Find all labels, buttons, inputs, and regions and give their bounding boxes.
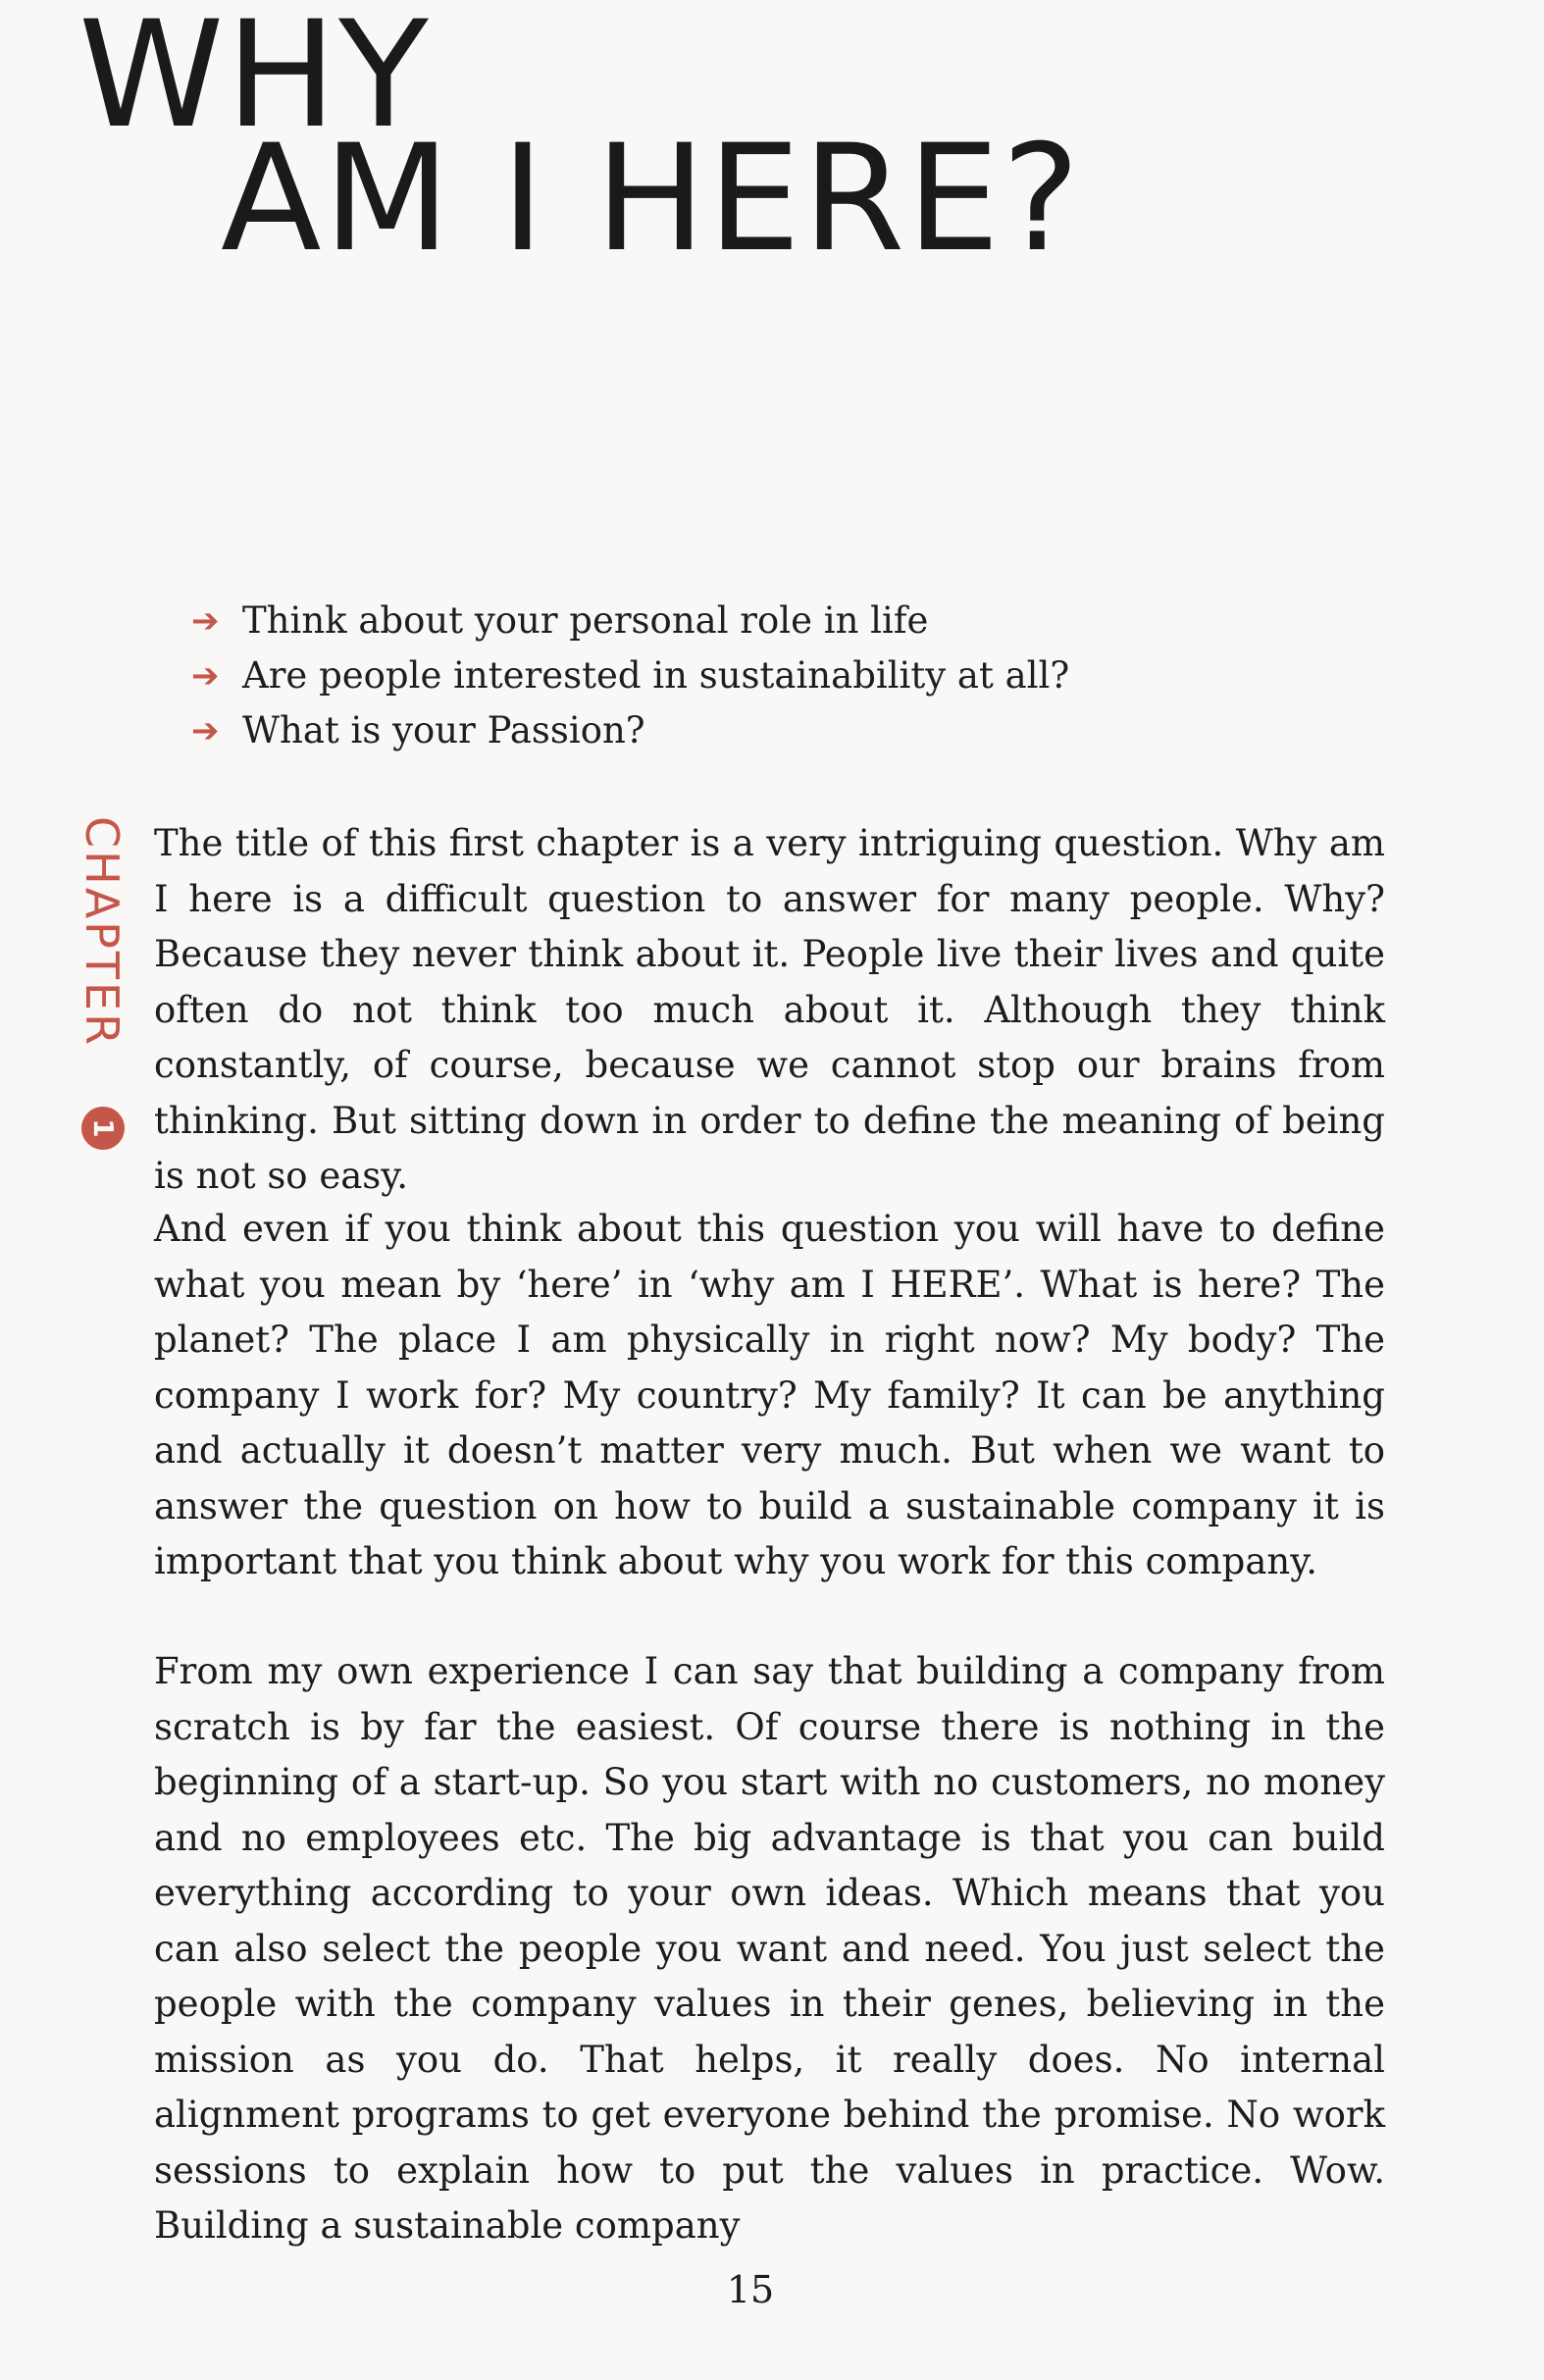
key-point-text: Think about your personal role in life: [242, 599, 929, 642]
body-paragraph: The title of this first chapter is a very intriguing question. Why am I here is a difficult question to answer for many people. Why? Because they never think about it. People live their lives and quite often do not think too much about it. Although they think constantly, of course, because we cannot stop our brains from thinking. But sitting down in order to define the meaning of being is not so easy.: [154, 822, 1385, 1197]
body-paragraph: From my own experience I can say that building a company from scratch is by far the easiest. Of course there is nothing in the beginning of a start-up. So you start with no customers, no money and no employees etc. The big advantage is that you can build everything according to your own ideas. Which means that you can also select the people you want and need. You just select the people with the company values in their genes, believing in the mission as you do. That helps, it really does. No internal alignment programs to get everyone behind the promise. No work sessions to explain how to put the values in practice. Wow. Building a sustainable company: [154, 1650, 1385, 2247]
arrow-right-icon: ➔: [191, 601, 220, 641]
chapter-label: CHAPTER: [76, 816, 129, 1049]
arrow-right-icon: ➔: [191, 711, 220, 750]
key-point-item: [191, 648, 1172, 703]
chapter-number-badge: 1: [81, 1107, 125, 1150]
chapter-title-line-1: WHY: [78, 0, 431, 161]
chapter-key-points: [191, 594, 1172, 758]
key-point-text: Are people interested in sustainability at all?: [242, 654, 1070, 697]
arrow-right-icon: ➔: [191, 656, 220, 696]
body-paragraph: And even if you think about this question you will have to define what you mean by ‘here’ in ‘why am I HERE’. What is here? The planet? The place I am physically in right now? My body? The company I work for? My country? My family? It can be anything and actually it doesn’t matter very much. But when we want to answer the question on how to build a sustainable company it is important that you think about why you work for this company.: [154, 1208, 1385, 1582]
key-point-text: What is your Passion?: [242, 709, 645, 751]
chapter-title-line-2: AM I HERE?: [221, 114, 1082, 285]
key-point-item: [191, 594, 1172, 648]
page-number: 15: [726, 2268, 775, 2311]
key-point-item: [191, 703, 1172, 758]
